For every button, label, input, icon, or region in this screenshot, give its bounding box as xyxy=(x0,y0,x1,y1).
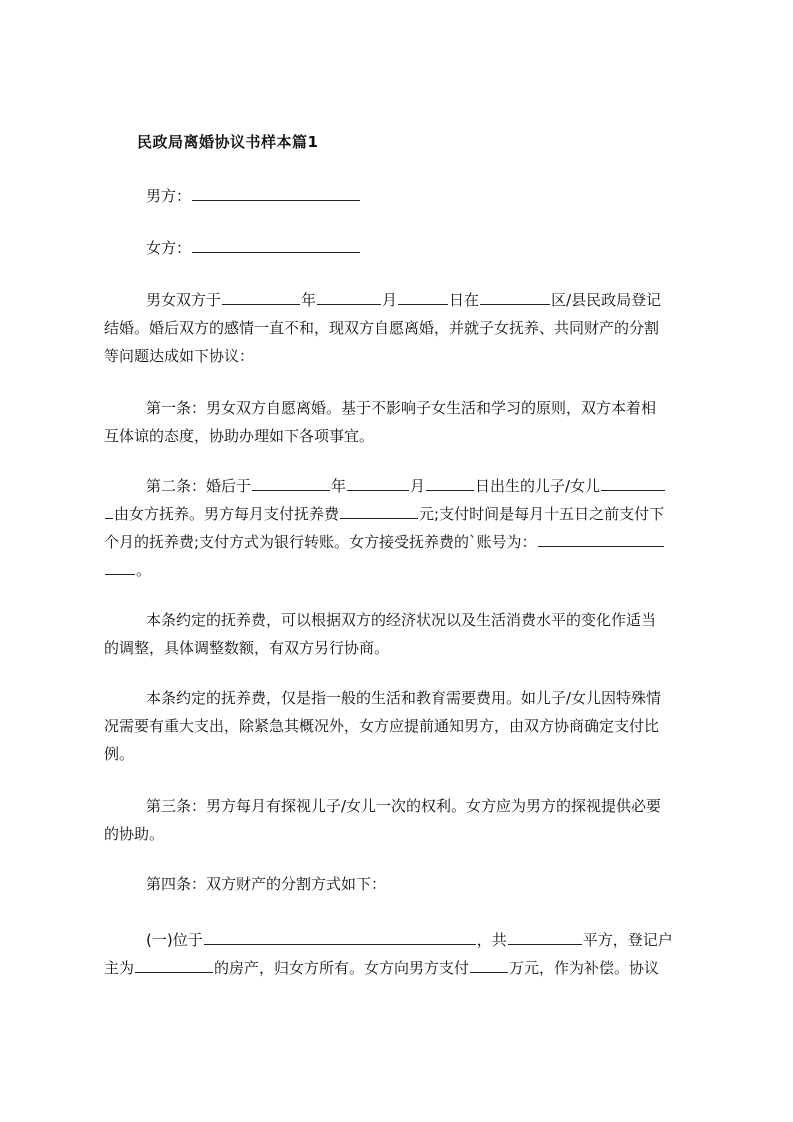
man-label: 男方： xyxy=(146,187,192,205)
child-name-blank xyxy=(601,476,665,491)
article-text: 元;支付时间是每月十五日之前支付下 xyxy=(419,505,665,523)
intro-text: 男女双方于 xyxy=(146,291,222,309)
location-blank xyxy=(204,930,476,945)
clause-text: 主为 xyxy=(104,959,135,977)
compensation-blank xyxy=(470,958,508,973)
paragraph-text: 况需要有重大支出，除紧急其概况外，女方应提前通知男方，由双方协商确定支付比 xyxy=(104,717,660,735)
intro-text: 结婚。婚后双方的感情一直不和，现双方自愿离婚，并就子女抚养、共同财产的分割 xyxy=(104,319,660,337)
article-text: 互体谅的态度，协助办理如下各项事宜。 xyxy=(104,427,375,445)
account-blank xyxy=(538,532,664,547)
paragraph-text: 例。 xyxy=(104,745,135,763)
article-text: 的协助。 xyxy=(104,825,165,843)
paragraph-text: 本条约定的抚养费，仅是指一般的生活和教育需要费用。如儿子/女儿因特殊情 xyxy=(146,689,662,707)
article-text: 年 xyxy=(331,477,347,495)
general-expense-paragraph xyxy=(104,684,700,768)
year-blank xyxy=(252,476,330,491)
woman-label: 女方： xyxy=(146,239,192,257)
intro-paragraph xyxy=(104,286,700,370)
account-blank-cont xyxy=(105,560,135,575)
article-1 xyxy=(104,394,700,450)
article-text: 由女方抚养。男方每月支付抚养费 xyxy=(114,505,340,523)
article-text: 个月的抚养费;支付方式为银行转账。女方接受抚养费的`账号为： xyxy=(104,533,537,551)
day-blank xyxy=(426,476,474,491)
article-2 xyxy=(104,472,700,584)
area-blank xyxy=(508,930,582,945)
article-3 xyxy=(104,792,700,848)
article-text: 第四条：双方财产的分割方式如下： xyxy=(146,875,387,893)
month-blank xyxy=(347,476,409,491)
intro-text: 区/县民政局登记 xyxy=(551,291,662,309)
man-blank xyxy=(192,186,360,201)
article-text: 第一条：男女双方自愿离婚。基于不影响子女生活和学习的原则，双方本着相 xyxy=(146,399,657,417)
article-text: 月 xyxy=(410,477,426,495)
intro-text: 年 xyxy=(301,291,317,309)
article-text: 第二条：婚后于 xyxy=(146,477,252,495)
woman-blank xyxy=(192,238,360,253)
clause-text: (一)位于 xyxy=(146,931,203,949)
owner-blank xyxy=(135,958,213,973)
house-clause xyxy=(104,926,700,982)
intro-text: 月 xyxy=(382,291,398,309)
district-blank xyxy=(480,290,550,305)
man-field xyxy=(104,182,700,210)
child-name-blank-cont xyxy=(105,504,113,519)
woman-field xyxy=(104,234,700,262)
day-blank xyxy=(398,290,448,305)
document-title: 民政局离婚协议书样本篇1 xyxy=(137,133,319,151)
intro-text: 日在 xyxy=(449,291,480,309)
adjustment-paragraph xyxy=(104,606,700,662)
paragraph-text: 本条约定的抚养费，可以根据双方的经济状况以及生活消费水平的变化作适当 xyxy=(146,611,657,629)
article-text: 日出生的儿子/女儿 xyxy=(475,477,601,495)
clause-text: 的房产，归女方所有。女方向男方支付 xyxy=(214,959,470,977)
article-4 xyxy=(104,870,700,898)
clause-text: 平方，登记户 xyxy=(582,931,673,949)
clause-text: 万元，作为补偿。协议 xyxy=(509,959,660,977)
clause-text: ，共 xyxy=(476,931,507,949)
article-text: 。 xyxy=(136,561,152,579)
intro-text: 等问题达成如下协议： xyxy=(104,347,255,365)
amount-blank xyxy=(340,504,418,519)
paragraph-text: 的调整，具体调整数额，有双方另行协商。 xyxy=(104,639,390,657)
month-blank xyxy=(317,290,381,305)
year-blank xyxy=(222,290,300,305)
article-text: 第三条：男方每月有探视儿子/女儿一次的权利。女方应为男方的探视提供必要 xyxy=(146,797,662,815)
